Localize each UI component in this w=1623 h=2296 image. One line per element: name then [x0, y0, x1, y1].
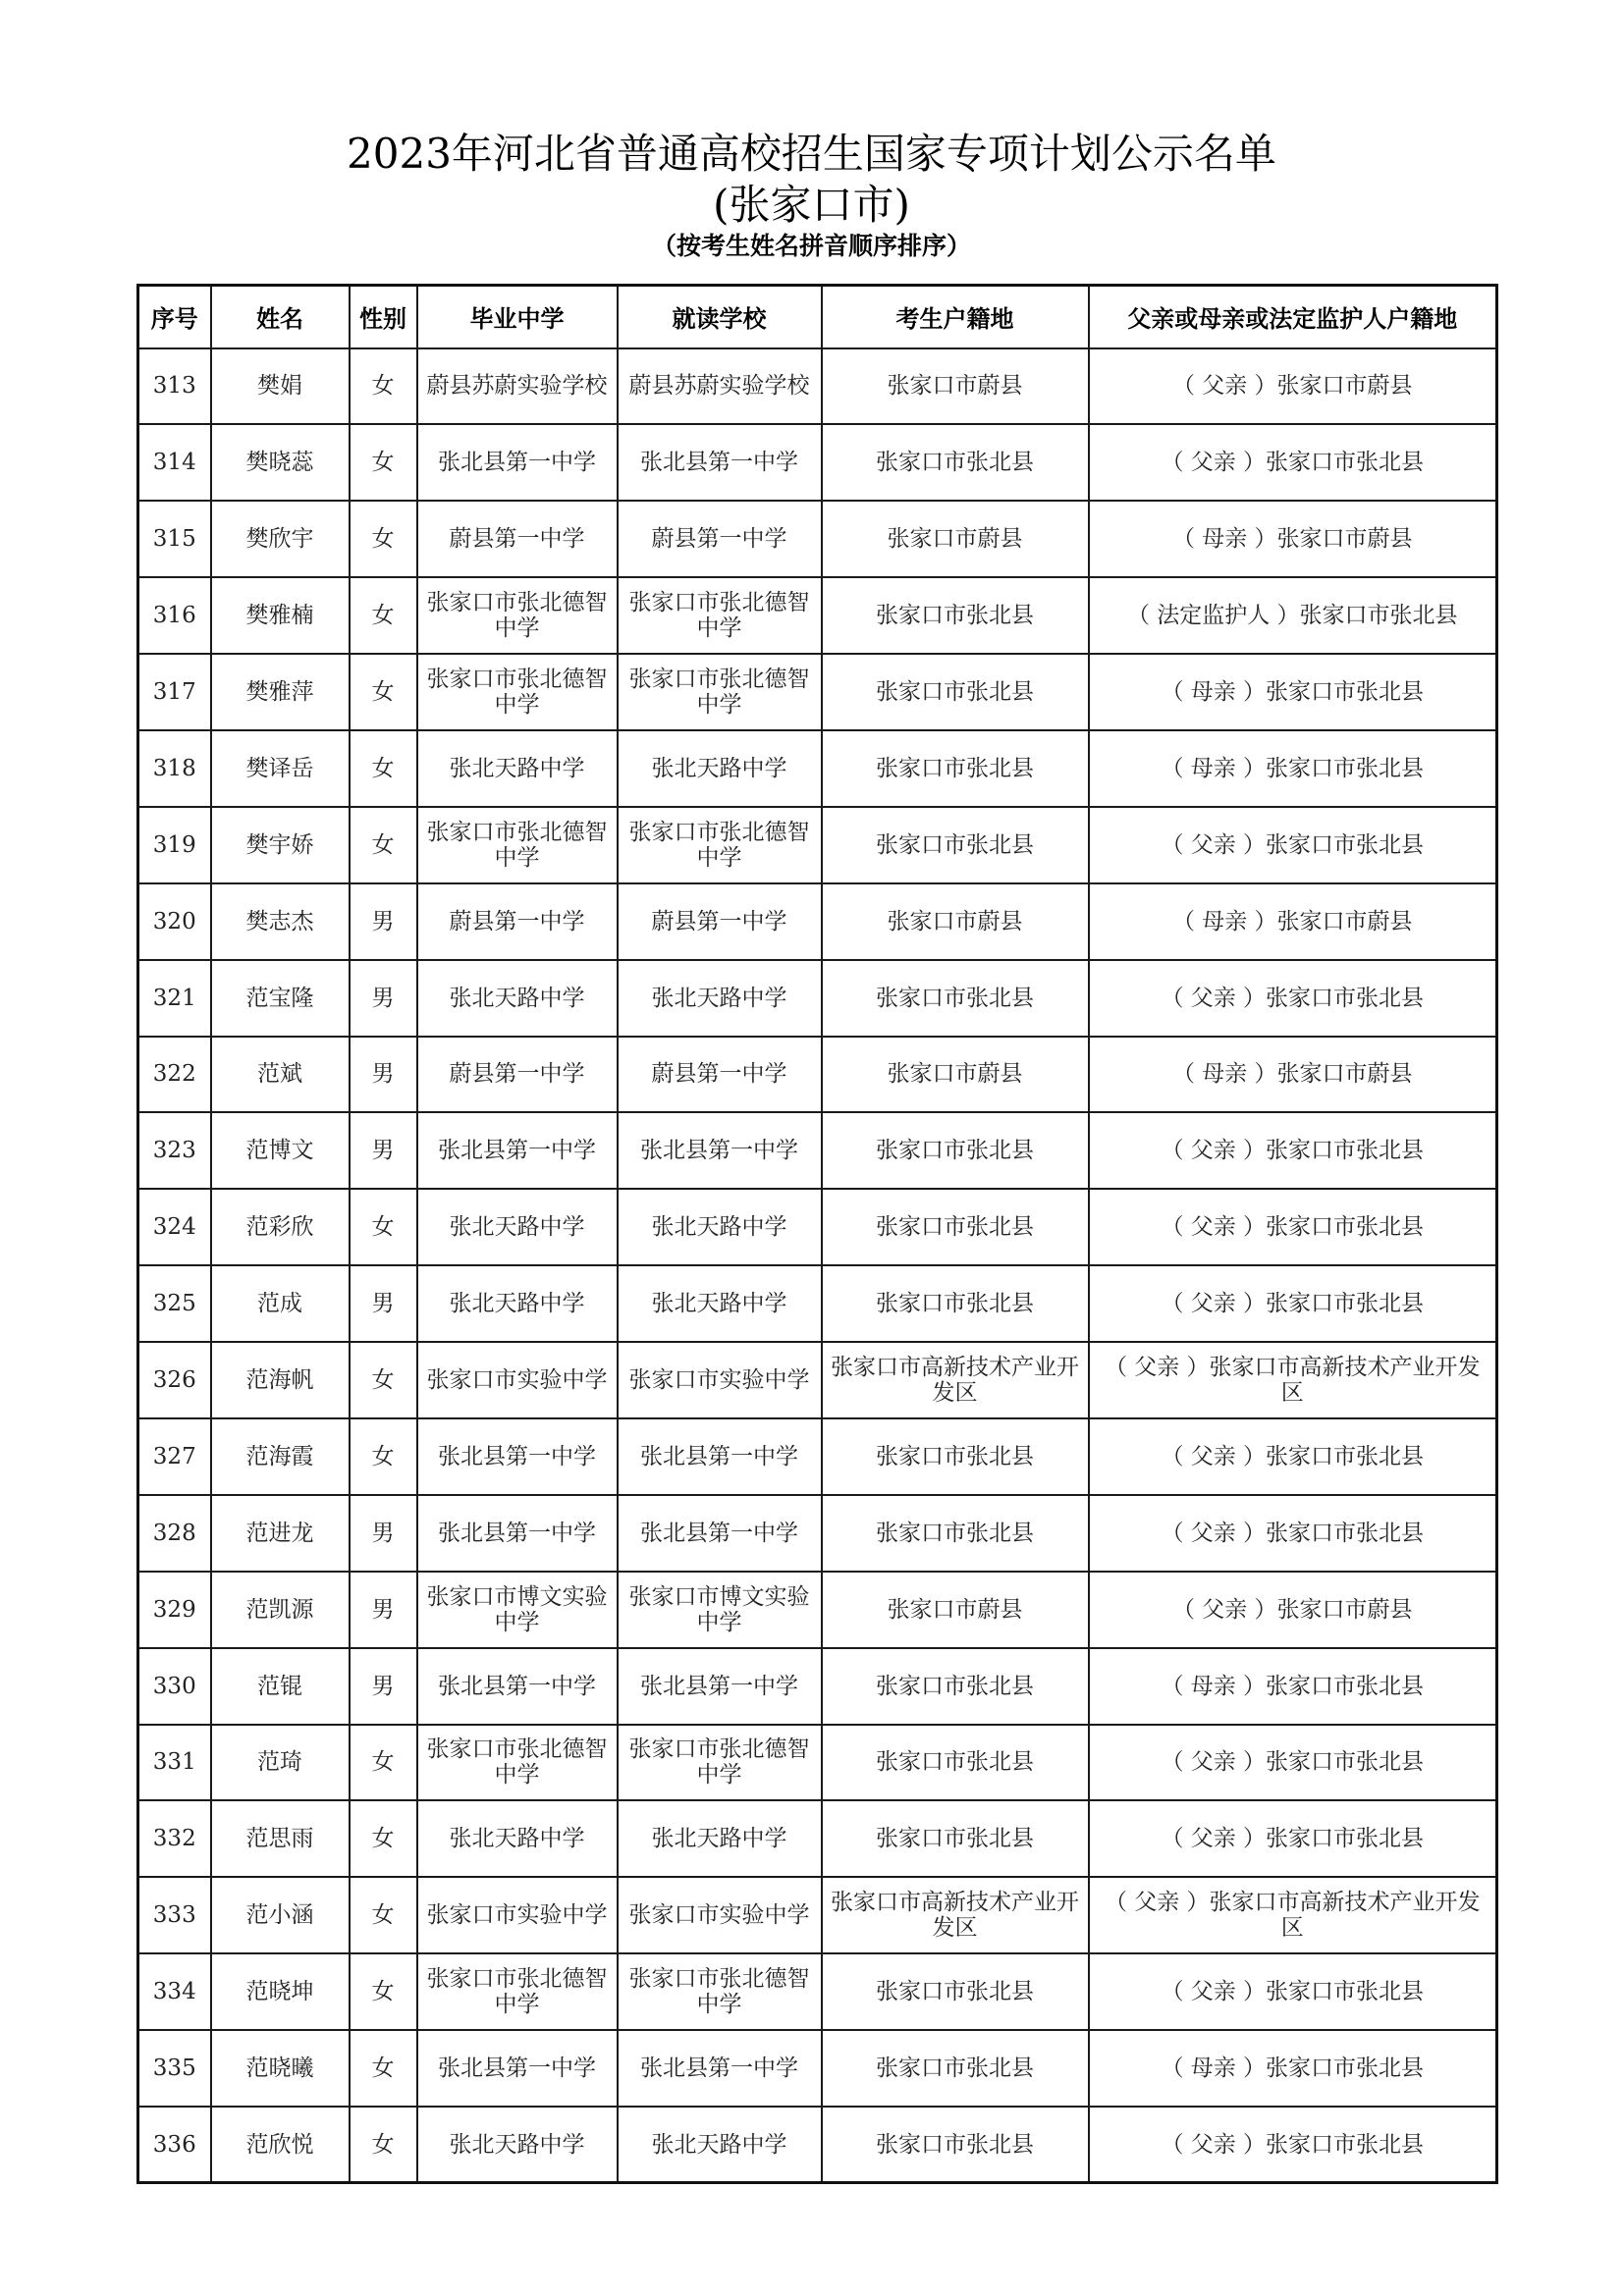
table-row	[138, 1189, 1497, 1265]
cell-name: 范成	[211, 1265, 350, 1342]
cell-current-school: 张家口市实验中学	[618, 1877, 822, 1953]
header-cell: 父亲或母亲或法定监护人户籍地	[1089, 286, 1497, 348]
table-row	[138, 348, 1497, 425]
cell-graduated-school: 张北县第一中学	[417, 424, 618, 501]
cell-household: 张家口市张北县	[822, 2030, 1089, 2107]
table-row	[138, 1725, 1497, 1801]
cell-gender: 女	[350, 1342, 417, 1418]
cell-number: 334	[138, 1953, 211, 2030]
cell-graduated-school: 张家口市博文实验中学	[417, 1572, 618, 1648]
cell-guardian-household: （ 父亲 ）张家口市张北县	[1089, 1112, 1497, 1189]
cell-current-school: 张北天路中学	[618, 1800, 822, 1877]
cell-household: 张家口市张北县	[822, 1953, 1089, 2030]
cell-household: 张家口市张北县	[822, 424, 1089, 501]
cell-guardian-household: （ 母亲 ）张家口市蔚县	[1089, 883, 1497, 960]
cell-name: 樊娟	[211, 348, 350, 425]
cell-household: 张家口市高新技术产业开发区	[822, 1342, 1089, 1418]
cell-number: 316	[138, 577, 211, 654]
cell-guardian-household: （ 父亲 ）张家口市张北县	[1089, 807, 1497, 883]
cell-name: 樊宇娇	[211, 807, 350, 883]
cell-current-school: 张北天路中学	[618, 1265, 822, 1342]
cell-guardian-household: （ 父亲 ）张家口市张北县	[1089, 1265, 1497, 1342]
cell-graduated-school: 张北县第一中学	[417, 1112, 618, 1189]
cell-number: 327	[138, 1418, 211, 1495]
table-row	[138, 1953, 1497, 2030]
cell-name: 范宝隆	[211, 960, 350, 1037]
cell-name: 范海霞	[211, 1418, 350, 1495]
cell-gender: 女	[350, 1877, 417, 1953]
cell-name: 范晓曦	[211, 2030, 350, 2107]
cell-gender: 女	[350, 1189, 417, 1265]
cell-gender: 男	[350, 960, 417, 1037]
table-row	[138, 1572, 1497, 1648]
cell-graduated-school: 张家口市张北德智中学	[417, 1725, 618, 1801]
table-row	[138, 2107, 1497, 2183]
cell-name: 范小涵	[211, 1877, 350, 1953]
cell-name: 樊雅萍	[211, 654, 350, 730]
table-row	[138, 1265, 1497, 1342]
cell-name: 樊译岳	[211, 730, 350, 807]
cell-gender: 男	[350, 1648, 417, 1725]
cell-graduated-school: 张北县第一中学	[417, 1418, 618, 1495]
cell-number: 328	[138, 1495, 211, 1572]
cell-current-school: 张家口市张北德智中学	[618, 1725, 822, 1801]
cell-gender: 男	[350, 1572, 417, 1648]
cell-guardian-household: （ 母亲 ）张家口市张北县	[1089, 1648, 1497, 1725]
cell-current-school: 张家口市实验中学	[618, 1342, 822, 1418]
cell-current-school: 张北天路中学	[618, 2107, 822, 2183]
cell-graduated-school: 张家口市张北德智中学	[417, 1953, 618, 2030]
cell-household: 张家口市张北县	[822, 577, 1089, 654]
cell-graduated-school: 张北天路中学	[417, 730, 618, 807]
cell-gender: 女	[350, 807, 417, 883]
cell-household: 张家口市张北县	[822, 1265, 1089, 1342]
cell-household: 张家口市高新技术产业开发区	[822, 1877, 1089, 1953]
cell-number: 329	[138, 1572, 211, 1648]
header-cell: 就读学校	[618, 286, 822, 348]
cell-current-school: 张北县第一中学	[618, 424, 822, 501]
cell-gender: 男	[350, 883, 417, 960]
cell-graduated-school: 张家口市张北德智中学	[417, 807, 618, 883]
cell-guardian-household: （ 父亲 ）张家口市张北县	[1089, 2107, 1497, 2183]
cell-household: 张家口市张北县	[822, 1189, 1089, 1265]
cell-name: 范欣悦	[211, 2107, 350, 2183]
cell-current-school: 张北县第一中学	[618, 2030, 822, 2107]
cell-gender: 女	[350, 424, 417, 501]
table-row	[138, 807, 1497, 883]
cell-household: 张家口市蔚县	[822, 501, 1089, 577]
cell-name: 范博文	[211, 1112, 350, 1189]
cell-gender: 男	[350, 1265, 417, 1342]
cell-gender: 女	[350, 1418, 417, 1495]
table-body	[138, 348, 1497, 2183]
cell-graduated-school: 张家口市张北德智中学	[417, 577, 618, 654]
cell-number: 330	[138, 1648, 211, 1725]
cell-guardian-household: （ 母亲 ）张家口市张北县	[1089, 730, 1497, 807]
cell-number: 313	[138, 348, 211, 425]
cell-current-school: 张北县第一中学	[618, 1495, 822, 1572]
cell-gender: 女	[350, 501, 417, 577]
table-row	[138, 1648, 1497, 1725]
cell-number: 314	[138, 424, 211, 501]
cell-number: 315	[138, 501, 211, 577]
cell-current-school: 张北天路中学	[618, 730, 822, 807]
header-cell: 毕业中学	[417, 286, 618, 348]
cell-graduated-school: 张家口市张北德智中学	[417, 654, 618, 730]
cell-current-school: 张家口市张北德智中学	[618, 1953, 822, 2030]
cell-household: 张家口市蔚县	[822, 348, 1089, 425]
cell-guardian-household: （ 父亲 ）张家口市蔚县	[1089, 1572, 1497, 1648]
table-row	[138, 654, 1497, 730]
cell-name: 范彩欣	[211, 1189, 350, 1265]
table-row	[138, 424, 1497, 501]
cell-graduated-school: 蔚县第一中学	[417, 883, 618, 960]
cell-current-school: 张北县第一中学	[618, 1418, 822, 1495]
cell-guardian-household: （ 母亲 ）张家口市蔚县	[1089, 1037, 1497, 1113]
cell-gender: 男	[350, 1495, 417, 1572]
header-cell: 序号	[138, 286, 211, 348]
cell-gender: 女	[350, 1725, 417, 1801]
cell-graduated-school: 张北县第一中学	[417, 1495, 618, 1572]
cell-household: 张家口市张北县	[822, 960, 1089, 1037]
cell-number: 324	[138, 1189, 211, 1265]
cell-number: 335	[138, 2030, 211, 2107]
cell-guardian-household: （ 母亲 ）张家口市蔚县	[1089, 501, 1497, 577]
cell-name: 樊雅楠	[211, 577, 350, 654]
table-row	[138, 1495, 1497, 1572]
cell-name: 范思雨	[211, 1800, 350, 1877]
sort-note: （按考生姓名拼音顺序排序）	[651, 232, 971, 260]
cell-household: 张家口市张北县	[822, 730, 1089, 807]
table-row	[138, 730, 1497, 807]
cell-guardian-household: （ 父亲 ）张家口市张北县	[1089, 1953, 1497, 2030]
cell-graduated-school: 蔚县第一中学	[417, 501, 618, 577]
cell-gender: 女	[350, 577, 417, 654]
table-row	[138, 2030, 1497, 2107]
cell-gender: 女	[350, 348, 417, 425]
table-row	[138, 1418, 1497, 1495]
header-cell: 性别	[350, 286, 417, 348]
cell-graduated-school: 张北天路中学	[417, 1265, 618, 1342]
table-row	[138, 501, 1497, 577]
table-row	[138, 577, 1497, 654]
cell-number: 325	[138, 1265, 211, 1342]
cell-current-school: 蔚县第一中学	[618, 883, 822, 960]
cell-name: 范海帆	[211, 1342, 350, 1418]
cell-number: 321	[138, 960, 211, 1037]
cell-current-school: 蔚县第一中学	[618, 501, 822, 577]
cell-number: 326	[138, 1342, 211, 1418]
cell-graduated-school: 张北县第一中学	[417, 1648, 618, 1725]
cell-number: 332	[138, 1800, 211, 1877]
cell-graduated-school: 张北天路中学	[417, 1800, 618, 1877]
cell-guardian-household: （ 父亲 ）张家口市张北县	[1089, 1800, 1497, 1877]
cell-guardian-household: （ 父亲 ）张家口市张北县	[1089, 960, 1497, 1037]
table-row	[138, 883, 1497, 960]
cell-current-school: 张家口市博文实验中学	[618, 1572, 822, 1648]
cell-number: 318	[138, 730, 211, 807]
table-row	[138, 1800, 1497, 1877]
cell-household: 张家口市张北县	[822, 1112, 1089, 1189]
cell-household: 张家口市张北县	[822, 654, 1089, 730]
cell-name: 樊晓蕊	[211, 424, 350, 501]
cell-guardian-household: （ 父亲 ）张家口市张北县	[1089, 1495, 1497, 1572]
table-row	[138, 960, 1497, 1037]
cell-number: 323	[138, 1112, 211, 1189]
cell-name: 樊志杰	[211, 883, 350, 960]
cell-guardian-household: （ 父亲 ）张家口市张北县	[1089, 1189, 1497, 1265]
cell-household: 张家口市张北县	[822, 1725, 1089, 1801]
cell-household: 张家口市张北县	[822, 2107, 1089, 2183]
cell-graduated-school: 张家口市实验中学	[417, 1342, 618, 1418]
cell-current-school: 张家口市张北德智中学	[618, 577, 822, 654]
cell-household: 张家口市张北县	[822, 1495, 1089, 1572]
cell-guardian-household: （ 父亲 ）张家口市张北县	[1089, 424, 1497, 501]
cell-gender: 女	[350, 2030, 417, 2107]
cell-guardian-household: （ 父亲 ）张家口市高新技术产业开发区	[1089, 1877, 1497, 1953]
cell-current-school: 张北天路中学	[618, 960, 822, 1037]
cell-gender: 女	[350, 1953, 417, 2030]
cell-name: 樊欣宇	[211, 501, 350, 577]
cell-guardian-household: （ 父亲 ）张家口市张北县	[1089, 1725, 1497, 1801]
cell-household: 张家口市蔚县	[822, 1037, 1089, 1113]
cell-guardian-household: （ 母亲 ）张家口市张北县	[1089, 2030, 1497, 2107]
cell-graduated-school: 张北天路中学	[417, 960, 618, 1037]
cell-household: 张家口市蔚县	[822, 1572, 1089, 1648]
cell-name: 范斌	[211, 1037, 350, 1113]
cell-name: 范锟	[211, 1648, 350, 1725]
document-subtitle: (张家口市)	[713, 181, 910, 229]
cell-current-school: 张家口市张北德智中学	[618, 807, 822, 883]
roster-table	[136, 284, 1498, 2184]
cell-name: 范进龙	[211, 1495, 350, 1572]
cell-guardian-household: （ 父亲 ）张家口市张北县	[1089, 1418, 1497, 1495]
cell-household: 张家口市张北县	[822, 807, 1089, 883]
cell-guardian-household: （ 父亲 ）张家口市蔚县	[1089, 348, 1497, 425]
cell-number: 319	[138, 807, 211, 883]
cell-gender: 女	[350, 730, 417, 807]
cell-graduated-school: 蔚县苏蔚实验学校	[417, 348, 618, 425]
cell-gender: 女	[350, 654, 417, 730]
cell-graduated-school: 张家口市实验中学	[417, 1877, 618, 1953]
table-row	[138, 1342, 1497, 1418]
cell-household: 张家口市蔚县	[822, 883, 1089, 960]
cell-current-school: 张北县第一中学	[618, 1112, 822, 1189]
cell-current-school: 张北天路中学	[618, 1189, 822, 1265]
cell-graduated-school: 张北天路中学	[417, 1189, 618, 1265]
cell-gender: 女	[350, 1800, 417, 1877]
cell-graduated-school: 张北天路中学	[417, 2107, 618, 2183]
cell-number: 336	[138, 2107, 211, 2183]
cell-current-school: 张家口市张北德智中学	[618, 654, 822, 730]
cell-number: 320	[138, 883, 211, 960]
header-cell: 姓名	[211, 286, 350, 348]
cell-gender: 男	[350, 1112, 417, 1189]
cell-current-school: 张北县第一中学	[618, 1648, 822, 1725]
cell-household: 张家口市张北县	[822, 1800, 1089, 1877]
cell-guardian-household: （ 母亲 ）张家口市张北县	[1089, 654, 1497, 730]
table-row	[138, 1037, 1497, 1113]
cell-name: 范晓坤	[211, 1953, 350, 2030]
document-title: 2023年河北省普通高校招生国家专项计划公示名单	[347, 130, 1276, 178]
cell-current-school: 蔚县苏蔚实验学校	[618, 348, 822, 425]
cell-household: 张家口市张北县	[822, 1648, 1089, 1725]
cell-guardian-household: （ 法定监护人 ）张家口市张北县	[1089, 577, 1497, 654]
cell-number: 333	[138, 1877, 211, 1953]
cell-gender: 女	[350, 2107, 417, 2183]
cell-graduated-school: 蔚县第一中学	[417, 1037, 618, 1113]
table-header-row	[138, 286, 1497, 348]
table-row	[138, 1112, 1497, 1189]
cell-current-school: 蔚县第一中学	[618, 1037, 822, 1113]
header-cell: 考生户籍地	[822, 286, 1089, 348]
cell-number: 317	[138, 654, 211, 730]
cell-household: 张家口市张北县	[822, 1418, 1089, 1495]
cell-name: 范凯源	[211, 1572, 350, 1648]
cell-name: 范琦	[211, 1725, 350, 1801]
cell-number: 331	[138, 1725, 211, 1801]
table-row	[138, 1877, 1497, 1953]
cell-guardian-household: （ 父亲 ）张家口市高新技术产业开发区	[1089, 1342, 1497, 1418]
cell-gender: 男	[350, 1037, 417, 1113]
cell-number: 322	[138, 1037, 211, 1113]
cell-graduated-school: 张北县第一中学	[417, 2030, 618, 2107]
